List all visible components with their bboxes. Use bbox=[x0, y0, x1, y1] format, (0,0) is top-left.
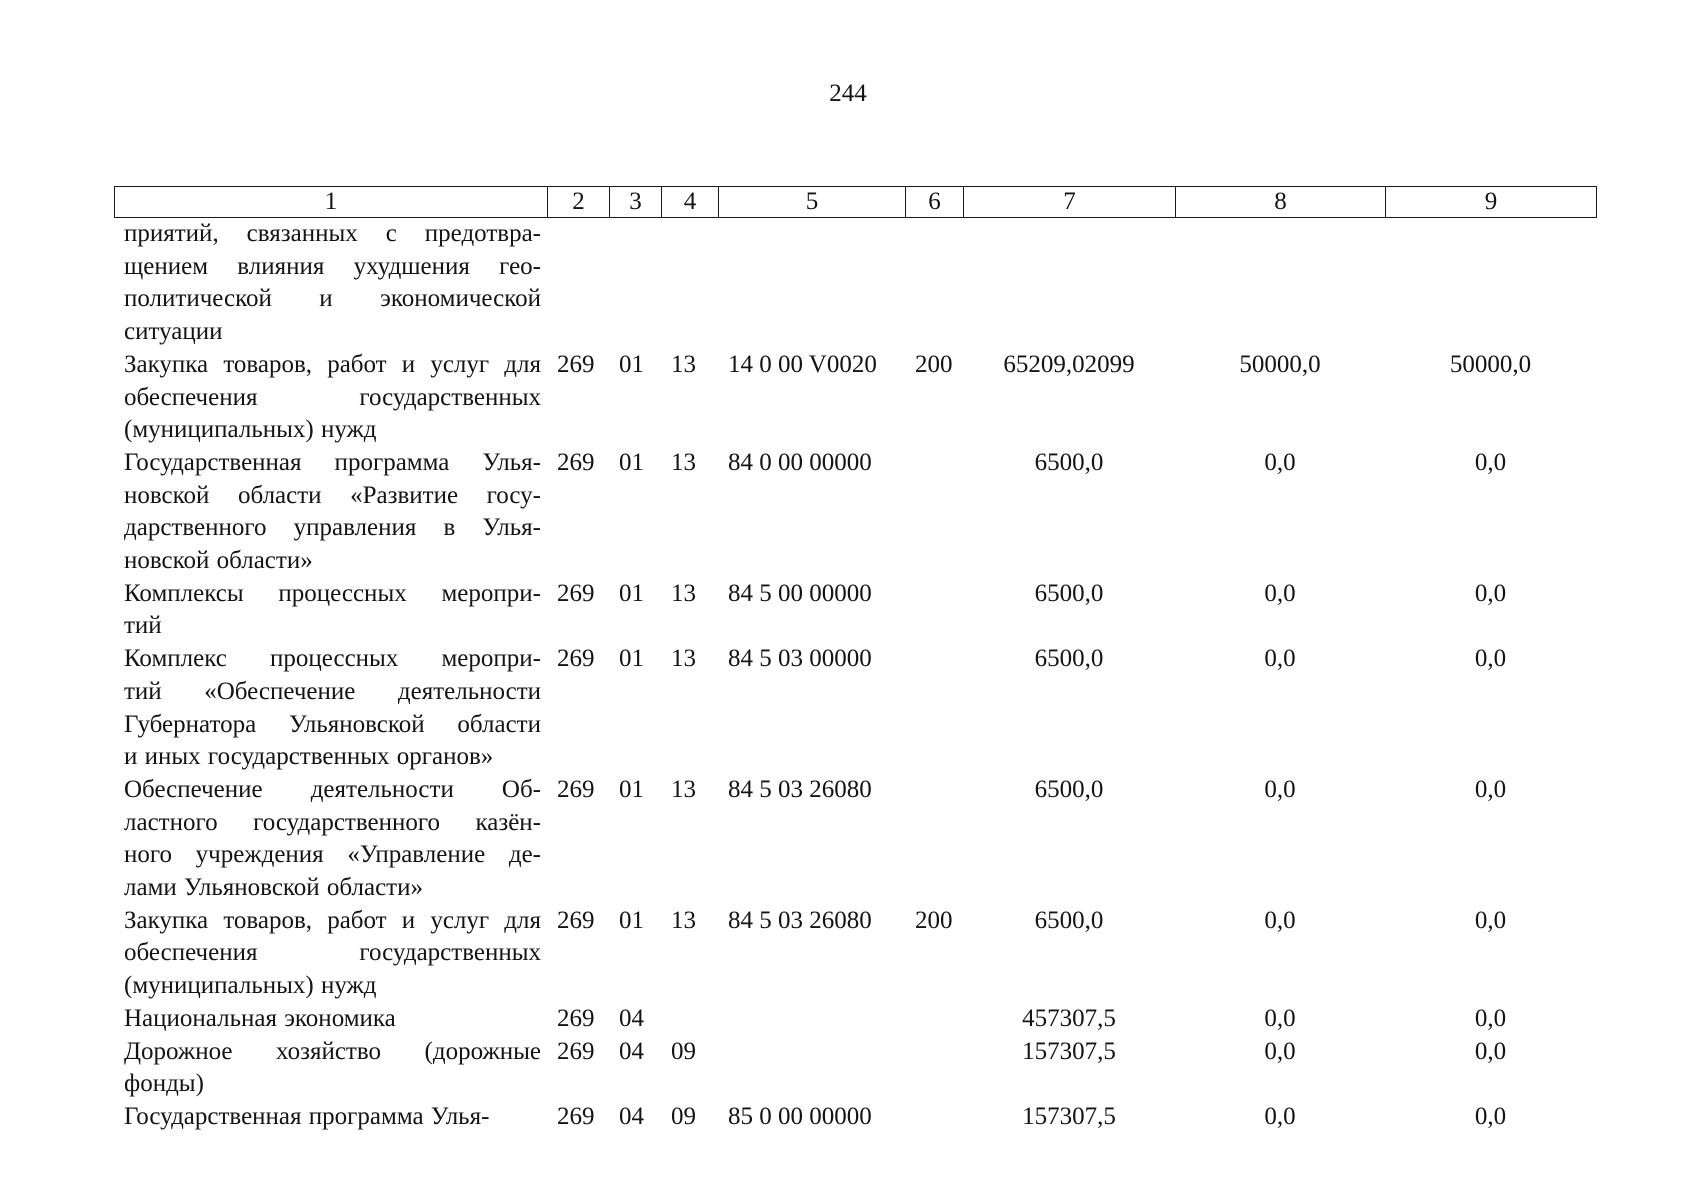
row-cell-col8: 0,0 bbox=[1264, 906, 1296, 934]
row-cell-col7: 6500,0 bbox=[1034, 645, 1104, 673]
row-cell-col6 bbox=[905, 1003, 963, 1036]
row-cell-col9: 50000,0 bbox=[1449, 350, 1532, 378]
column-header-row bbox=[114, 186, 1597, 218]
row-cell-col4 bbox=[661, 218, 718, 349]
row-cell-col6 bbox=[905, 774, 963, 905]
row-cell-col4: 13 bbox=[671, 906, 696, 934]
row-cell-col7: 65209,02099 bbox=[1003, 350, 1135, 378]
row-name-cell bbox=[114, 774, 547, 905]
row-cell-col3: 01 bbox=[619, 350, 644, 378]
row-name-line: фонды) bbox=[124, 1070, 204, 1098]
row-cell-col3: 01 bbox=[619, 579, 644, 607]
row-name-line: Государственная программа Улья- bbox=[124, 448, 541, 476]
table-row bbox=[114, 905, 1596, 1003]
column-header: 1 bbox=[115, 187, 548, 218]
row-name-cell bbox=[114, 905, 547, 1003]
row-cell-col2: 269 bbox=[557, 1102, 595, 1130]
column-header: 6 bbox=[906, 187, 964, 218]
row-name-cell bbox=[114, 643, 547, 774]
row-cell-col8: 0,0 bbox=[1264, 448, 1296, 476]
row-cell-col7 bbox=[963, 218, 1175, 349]
row-name-line: Дорожное хозяйство (дорожные bbox=[124, 1037, 541, 1065]
row-cell-col5 bbox=[718, 218, 905, 349]
table-row bbox=[114, 447, 1596, 578]
row-cell-col9: 0,0 bbox=[1474, 906, 1507, 934]
row-cell-col8: 0,0 bbox=[1264, 579, 1296, 607]
row-name-line: Закупка товаров, работ и услуг для bbox=[124, 350, 541, 378]
column-header: 8 bbox=[1176, 187, 1386, 218]
row-cell-col7: 6500,0 bbox=[1034, 579, 1104, 607]
row-name-line: тий bbox=[124, 612, 162, 640]
row-cell-col8: 0,0 bbox=[1264, 1037, 1296, 1065]
row-cell-col8: 0,0 bbox=[1264, 645, 1296, 673]
row-name-line: лами Ульяновской области» bbox=[124, 874, 423, 902]
row-cell-col8: 0,0 bbox=[1264, 775, 1296, 803]
row-cell-col9: 0,0 bbox=[1474, 579, 1507, 607]
row-name-line: обеспечения государственных bbox=[124, 939, 541, 967]
row-cell-col9: 0,0 bbox=[1474, 775, 1507, 803]
row-cell-col4: 13 bbox=[671, 350, 696, 378]
row-cell-col2: 269 bbox=[557, 1004, 595, 1032]
row-cell-col5 bbox=[718, 1036, 905, 1101]
row-cell-col4: 13 bbox=[671, 645, 696, 673]
row-cell-col3: 01 bbox=[619, 775, 644, 803]
row-name-line: и иных государственных органов» bbox=[124, 743, 494, 771]
row-name-line: (муниципальных) нужд bbox=[124, 416, 377, 444]
row-cell-col9: 0,0 bbox=[1474, 1004, 1507, 1032]
row-cell-col6 bbox=[905, 218, 963, 349]
row-name-line: ного учреждения «Управление де- bbox=[124, 841, 541, 869]
row-cell-col8 bbox=[1175, 218, 1385, 349]
row-name-line: Комплекс процессных меропри- bbox=[124, 645, 541, 673]
column-header: 5 bbox=[719, 187, 906, 218]
row-cell-col5 bbox=[718, 1003, 905, 1036]
row-name-cell bbox=[114, 349, 547, 447]
row-cell-col7: 6500,0 bbox=[1034, 448, 1104, 476]
row-cell-col3: 01 bbox=[619, 906, 644, 934]
row-cell-col6: 200 bbox=[915, 906, 953, 934]
row-name-line: тий «Обеспечение деятельности bbox=[124, 677, 541, 705]
row-cell-col2: 269 bbox=[557, 906, 595, 934]
column-header: 7 bbox=[964, 187, 1176, 218]
row-cell-col2: 269 bbox=[557, 448, 595, 476]
row-cell-col5: 84 5 03 26080 bbox=[728, 906, 872, 934]
column-header: 2 bbox=[548, 187, 610, 218]
row-cell-col5: 85 0 00 00000 bbox=[728, 1102, 872, 1130]
row-cell-col7: 457307,5 bbox=[1022, 1004, 1116, 1032]
row-cell-col3: 04 bbox=[619, 1004, 644, 1032]
row-cell-col4: 13 bbox=[671, 775, 696, 803]
row-name-cell bbox=[114, 1101, 547, 1134]
row-name-line: щением влияния ухудшения гео- bbox=[124, 252, 541, 280]
row-name-line: приятий, связанных с предотвра- bbox=[124, 220, 541, 247]
row-cell-col2: 269 bbox=[557, 350, 595, 378]
row-cell-col4: 09 bbox=[671, 1102, 696, 1130]
row-name-line: обеспечения государственных bbox=[124, 383, 541, 411]
row-cell-col9 bbox=[1385, 218, 1596, 349]
table-row bbox=[114, 1003, 1596, 1036]
row-cell-col6 bbox=[905, 1101, 963, 1134]
row-cell-col6 bbox=[905, 447, 963, 578]
row-cell-col5: 84 5 00 00000 bbox=[728, 579, 872, 607]
row-name-line: ластного государственного казён- bbox=[124, 808, 541, 836]
table-row bbox=[114, 218, 1596, 349]
row-name-line: дарственного управления в Улья- bbox=[124, 514, 541, 542]
row-cell-col6 bbox=[905, 643, 963, 774]
row-name-line: новской области» bbox=[124, 547, 313, 575]
table-row bbox=[114, 578, 1596, 643]
row-cell-col4: 13 bbox=[671, 579, 696, 607]
row-cell-col8: 50000,0 bbox=[1239, 350, 1321, 378]
row-name-line: политической и экономической bbox=[124, 285, 541, 313]
row-cell-col5: 84 0 00 00000 bbox=[728, 448, 872, 476]
row-cell-col3: 04 bbox=[619, 1102, 644, 1130]
row-cell-col5: 84 5 03 00000 bbox=[728, 645, 872, 673]
row-cell-col3 bbox=[609, 218, 661, 349]
row-name-line: новской области «Развитие госу- bbox=[124, 481, 541, 509]
row-cell-col3: 01 bbox=[619, 645, 644, 673]
column-header: 4 bbox=[662, 187, 719, 218]
row-cell-col9: 0,0 bbox=[1474, 645, 1507, 673]
row-cell-col7: 157307,5 bbox=[1022, 1037, 1116, 1065]
row-cell-col7: 157307,5 bbox=[1022, 1102, 1116, 1130]
row-name-line: Закупка товаров, работ и услуг для bbox=[124, 906, 541, 934]
table-row bbox=[114, 643, 1596, 774]
table-row bbox=[114, 1101, 1596, 1134]
row-cell-col6 bbox=[905, 578, 963, 643]
row-name-cell bbox=[114, 578, 547, 643]
table-row bbox=[114, 349, 1596, 447]
row-cell-col2 bbox=[547, 218, 609, 349]
row-cell-col8: 0,0 bbox=[1264, 1004, 1296, 1032]
column-header: 3 bbox=[610, 187, 662, 218]
row-name-line: ситуации bbox=[124, 318, 223, 346]
row-cell-col5: 14 0 00 V0020 bbox=[728, 350, 877, 378]
table-row bbox=[114, 1036, 1596, 1101]
row-cell-col8: 0,0 bbox=[1264, 1102, 1296, 1130]
row-cell-col4: 13 bbox=[671, 448, 696, 476]
row-name-line: Обеспечение деятельности Об- bbox=[124, 775, 541, 803]
row-cell-col3: 04 bbox=[619, 1037, 644, 1065]
row-name-line: Губернатора Ульяновской области bbox=[124, 710, 541, 738]
row-name-cell bbox=[114, 447, 547, 578]
row-cell-col4: 09 bbox=[671, 1037, 696, 1065]
row-name-line: Национальная экономика bbox=[124, 1004, 396, 1032]
row-cell-col9: 0,0 bbox=[1474, 1102, 1507, 1130]
row-cell-col2: 269 bbox=[557, 579, 595, 607]
row-cell-col7: 6500,0 bbox=[1034, 775, 1104, 803]
row-name-cell bbox=[114, 218, 547, 349]
row-cell-col2: 269 bbox=[557, 775, 595, 803]
page-number: 244 bbox=[829, 80, 867, 107]
row-cell-col2: 269 bbox=[557, 645, 595, 673]
table-row bbox=[114, 774, 1596, 905]
row-name-cell bbox=[114, 1036, 547, 1101]
row-name-line: Государственная программа Улья- bbox=[124, 1102, 490, 1130]
row-cell-col9: 0,0 bbox=[1474, 1037, 1507, 1065]
row-cell-col4 bbox=[661, 1003, 718, 1036]
row-name-line: (муниципальных) нужд bbox=[124, 972, 377, 1000]
row-cell-col3: 01 bbox=[619, 448, 644, 476]
column-header: 9 bbox=[1386, 187, 1597, 218]
row-cell-col2: 269 bbox=[557, 1037, 595, 1065]
budget-table-body bbox=[114, 218, 1596, 1134]
row-cell-col7: 6500,0 bbox=[1034, 906, 1104, 934]
row-name-cell bbox=[114, 1003, 547, 1036]
row-name-line: Комплексы процессных меропри- bbox=[124, 579, 541, 607]
row-cell-col6: 200 bbox=[915, 350, 953, 378]
row-cell-col6 bbox=[905, 1036, 963, 1101]
row-cell-col9: 0,0 bbox=[1474, 448, 1507, 476]
row-cell-col5: 84 5 03 26080 bbox=[728, 775, 872, 803]
